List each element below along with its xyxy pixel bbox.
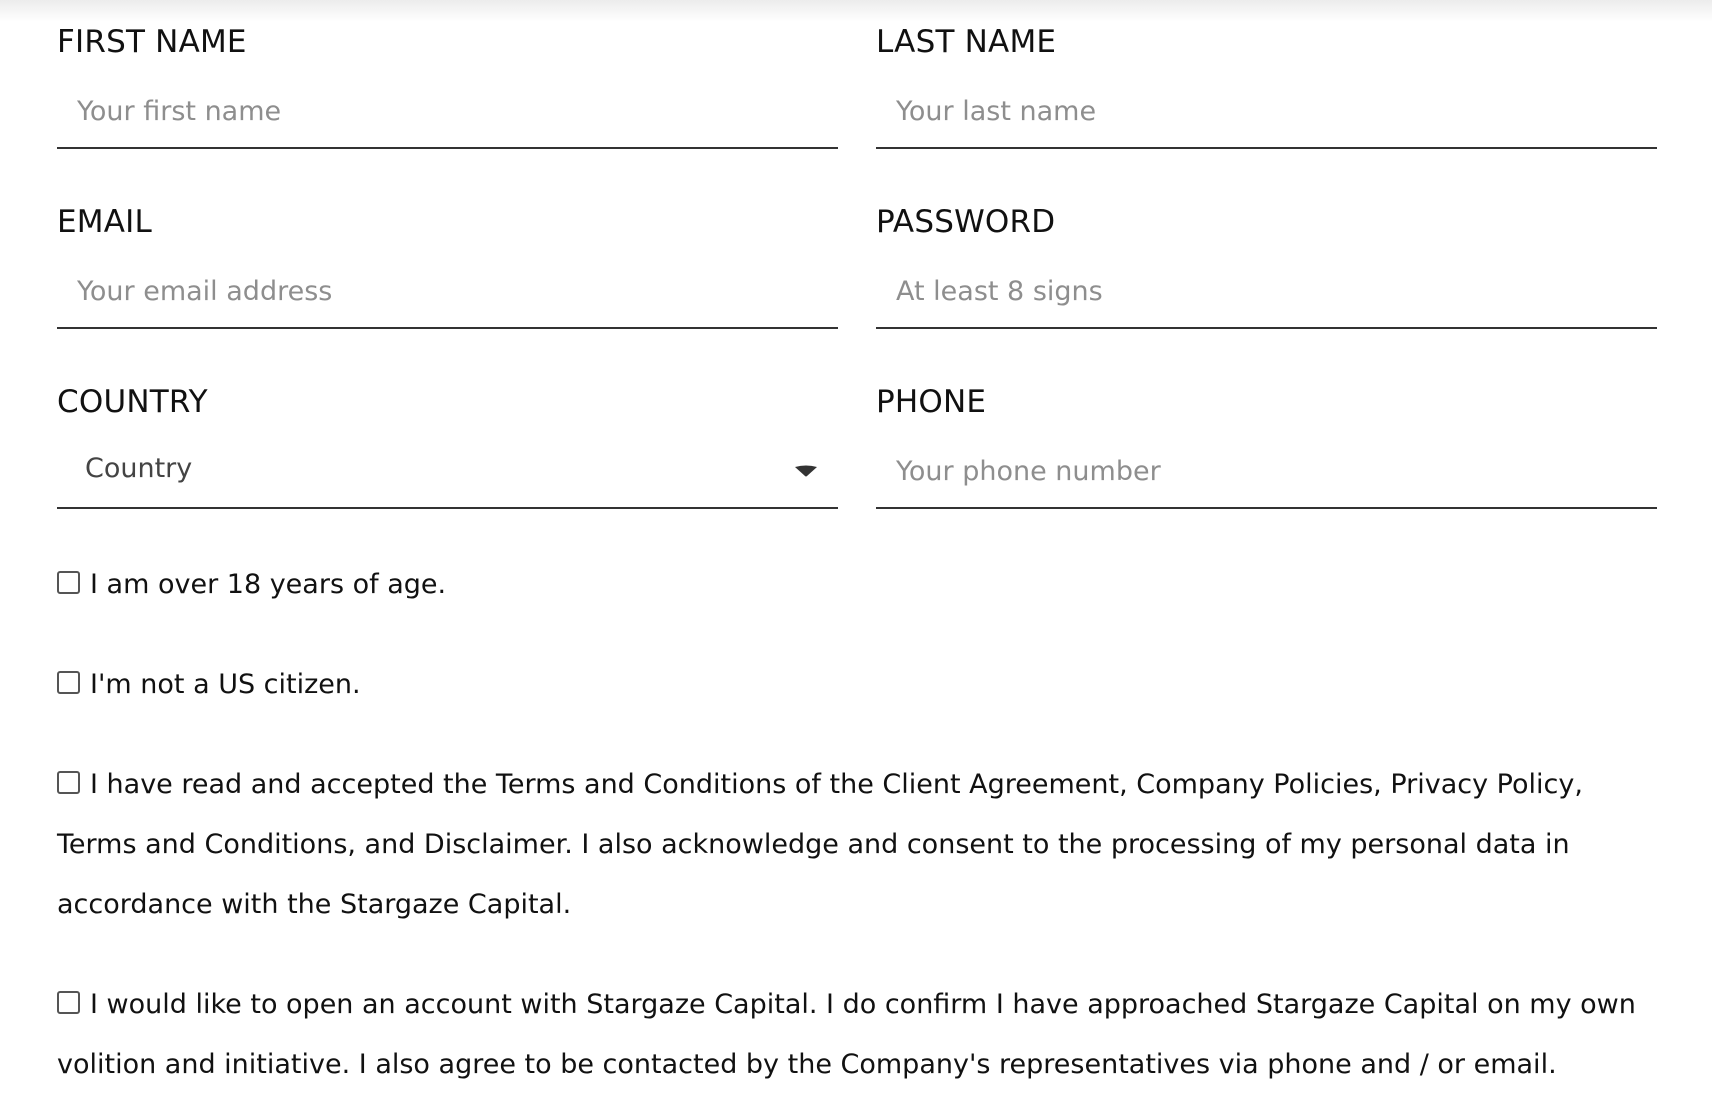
country-select[interactable] xyxy=(57,447,838,509)
chevron-down-icon xyxy=(794,465,818,477)
email-label: EMAIL xyxy=(57,204,152,240)
terms-consent-row xyxy=(57,755,1657,935)
consent-checkboxes xyxy=(57,555,1657,1094)
first-name-field xyxy=(57,20,838,200)
email-field xyxy=(57,200,838,380)
age-consent-label: I am over 18 years of age. xyxy=(90,569,447,600)
age-consent-row xyxy=(57,555,1657,615)
first-name-input[interactable] xyxy=(57,87,838,149)
us-citizen-row xyxy=(57,655,1657,715)
age-consent-checkbox[interactable] xyxy=(57,571,80,594)
account-consent-checkbox[interactable] xyxy=(57,991,80,1014)
country-field xyxy=(57,380,838,560)
country-label: COUNTRY xyxy=(57,384,208,420)
us-citizen-label: I'm not a US citizen. xyxy=(90,669,361,700)
last-name-label: LAST NAME xyxy=(876,24,1057,60)
phone-field xyxy=(876,380,1657,560)
country-select-value: Country xyxy=(85,453,193,484)
top-shadow xyxy=(0,0,1712,22)
email-input[interactable] xyxy=(57,267,838,329)
us-citizen-checkbox[interactable] xyxy=(57,671,80,694)
password-label: PASSWORD xyxy=(876,204,1056,240)
phone-label: PHONE xyxy=(876,384,987,420)
first-name-label: FIRST NAME xyxy=(57,24,247,60)
last-name-input[interactable] xyxy=(876,87,1657,149)
terms-consent-label: I have read and accepted the Terms and Conditions of the Client Agreement, Company Policies, Privacy Policy, Terms and Conditions, and Disclaimer. I also acknowledge and consent to the processing of my personal data in accordance with the Stargaze Capital. xyxy=(57,769,1583,920)
terms-consent-checkbox[interactable] xyxy=(57,771,80,794)
password-field xyxy=(876,200,1657,380)
password-input[interactable] xyxy=(876,267,1657,329)
phone-input[interactable] xyxy=(876,447,1657,509)
registration-form xyxy=(57,20,1657,560)
account-consent-row xyxy=(57,975,1657,1094)
last-name-field xyxy=(876,20,1657,200)
account-consent-label: I would like to open an account with Stargaze Capital. I do confirm I have approached Stargaze Capital on my own volition and initiative. I also agree to be contacted by the Company's representatives via phone and / or email. xyxy=(57,989,1636,1080)
